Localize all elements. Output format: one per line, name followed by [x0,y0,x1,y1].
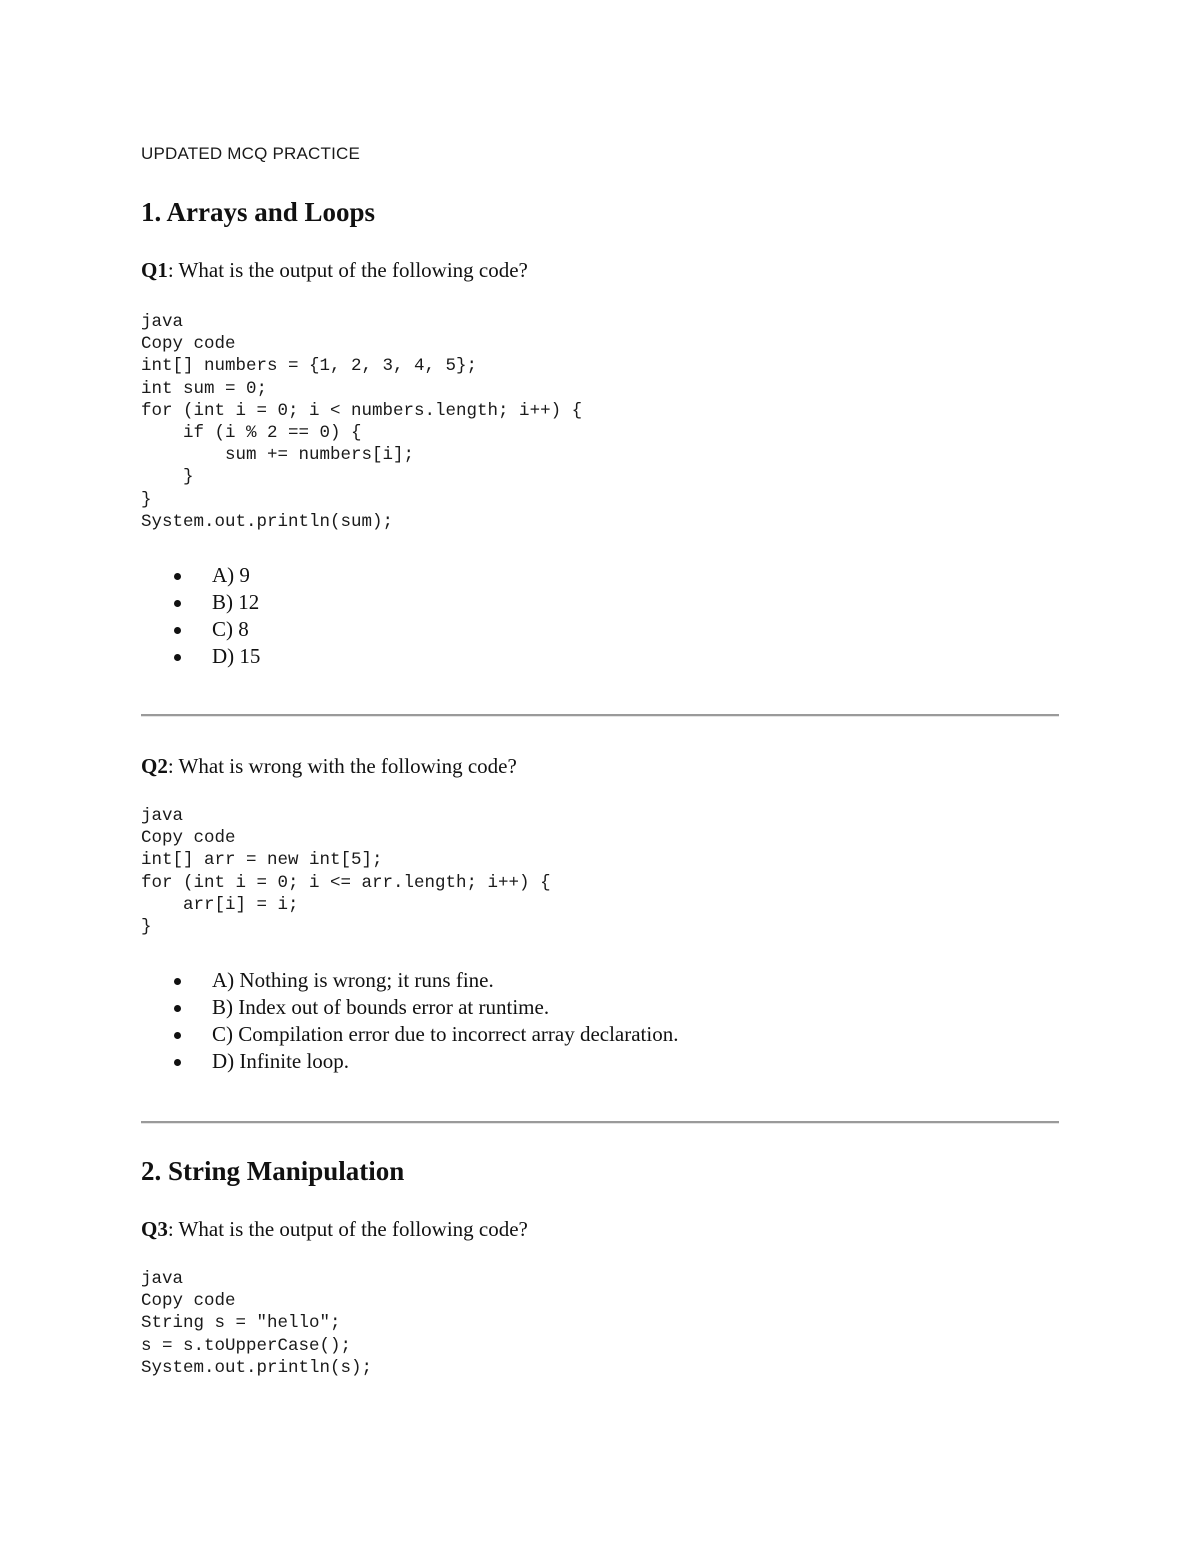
question-prompt: : What is wrong with the following code? [167,754,517,778]
question-number: Q3 [141,1217,168,1241]
question-prompt: : What is the output of the following code? [167,258,528,282]
code-line: if (i % 2 == 0) { [141,423,362,444]
option-text: A) Nothing is wrong; it runs fine. [212,968,494,992]
copy-code-label: Copy code [141,1291,236,1312]
option-text: D) Infinite loop. [212,1049,350,1073]
copy-code-label: Copy code [141,334,236,355]
option-text: B) 12 [212,590,260,614]
answer-option [141,1021,678,1048]
bullet-icon [174,600,181,607]
answer-option [141,1048,678,1075]
question-number: Q1 [141,258,168,282]
answer-option [141,967,678,994]
code-block-q3 [141,1268,372,1379]
option-text: D) 15 [212,644,261,668]
answer-options-q2 [141,967,678,1075]
code-line: sum += numbers[i]; [141,445,415,466]
bullet-icon [174,627,181,634]
code-line: arr[i] = i; [141,894,299,915]
code-language-label: java [141,312,184,332]
bullet-icon [174,654,181,661]
question-number: Q2 [141,754,168,778]
document-title: UPDATED MCQ PRACTICE [141,144,361,163]
question-q1 [141,258,528,283]
code-line: for (int i = 0; i < numbers.length; i++) { [141,400,583,421]
code-line: int sum = 0; [141,378,268,399]
answer-option [141,616,260,643]
option-text: B) Index out of bounds error at runtime. [212,995,550,1019]
code-language-label: java [141,806,184,826]
copy-code-label: Copy code [141,828,236,849]
code-line: } [141,917,152,938]
bullet-icon [174,573,181,580]
question-prompt: : What is the output of the following code? [167,1217,528,1241]
question-q3 [141,1217,528,1242]
code-block-q1 [141,311,582,533]
answer-option [141,994,678,1021]
question-q2 [141,754,517,779]
code-line: s = s.toUpperCase(); [141,1335,352,1356]
section-heading-string-manipulation: 2. String Manipulation [141,1156,405,1186]
code-block-q2 [141,805,551,938]
bullet-icon [174,1059,181,1066]
code-line: System.out.println(s); [141,1357,373,1378]
code-line: int[] numbers = {1, 2, 3, 4, 5}; [141,356,478,377]
horizontal-divider [141,714,1059,717]
section-heading-arrays-loops: 1. Arrays and Loops [141,197,376,227]
option-text: A) 9 [212,563,250,587]
code-line: for (int i = 0; i <= arr.length; i++) { [141,872,551,893]
horizontal-divider [141,1121,1059,1124]
bullet-icon [174,978,181,985]
code-line: } [141,489,152,510]
answer-option [141,562,260,589]
code-line: int[] arr = new int[5]; [141,850,383,871]
code-line: System.out.println(sum); [141,511,394,532]
bullet-icon [174,1005,181,1012]
bullet-icon [174,1032,181,1039]
code-line: String s = "hello"; [141,1313,341,1334]
code-language-label: java [141,1269,184,1289]
answer-option [141,643,260,670]
code-line: } [141,467,194,488]
answer-options-q1 [141,562,260,670]
option-text: C) Compilation error due to incorrect array declaration. [212,1022,679,1046]
answer-option [141,589,260,616]
option-text: C) 8 [212,617,249,641]
